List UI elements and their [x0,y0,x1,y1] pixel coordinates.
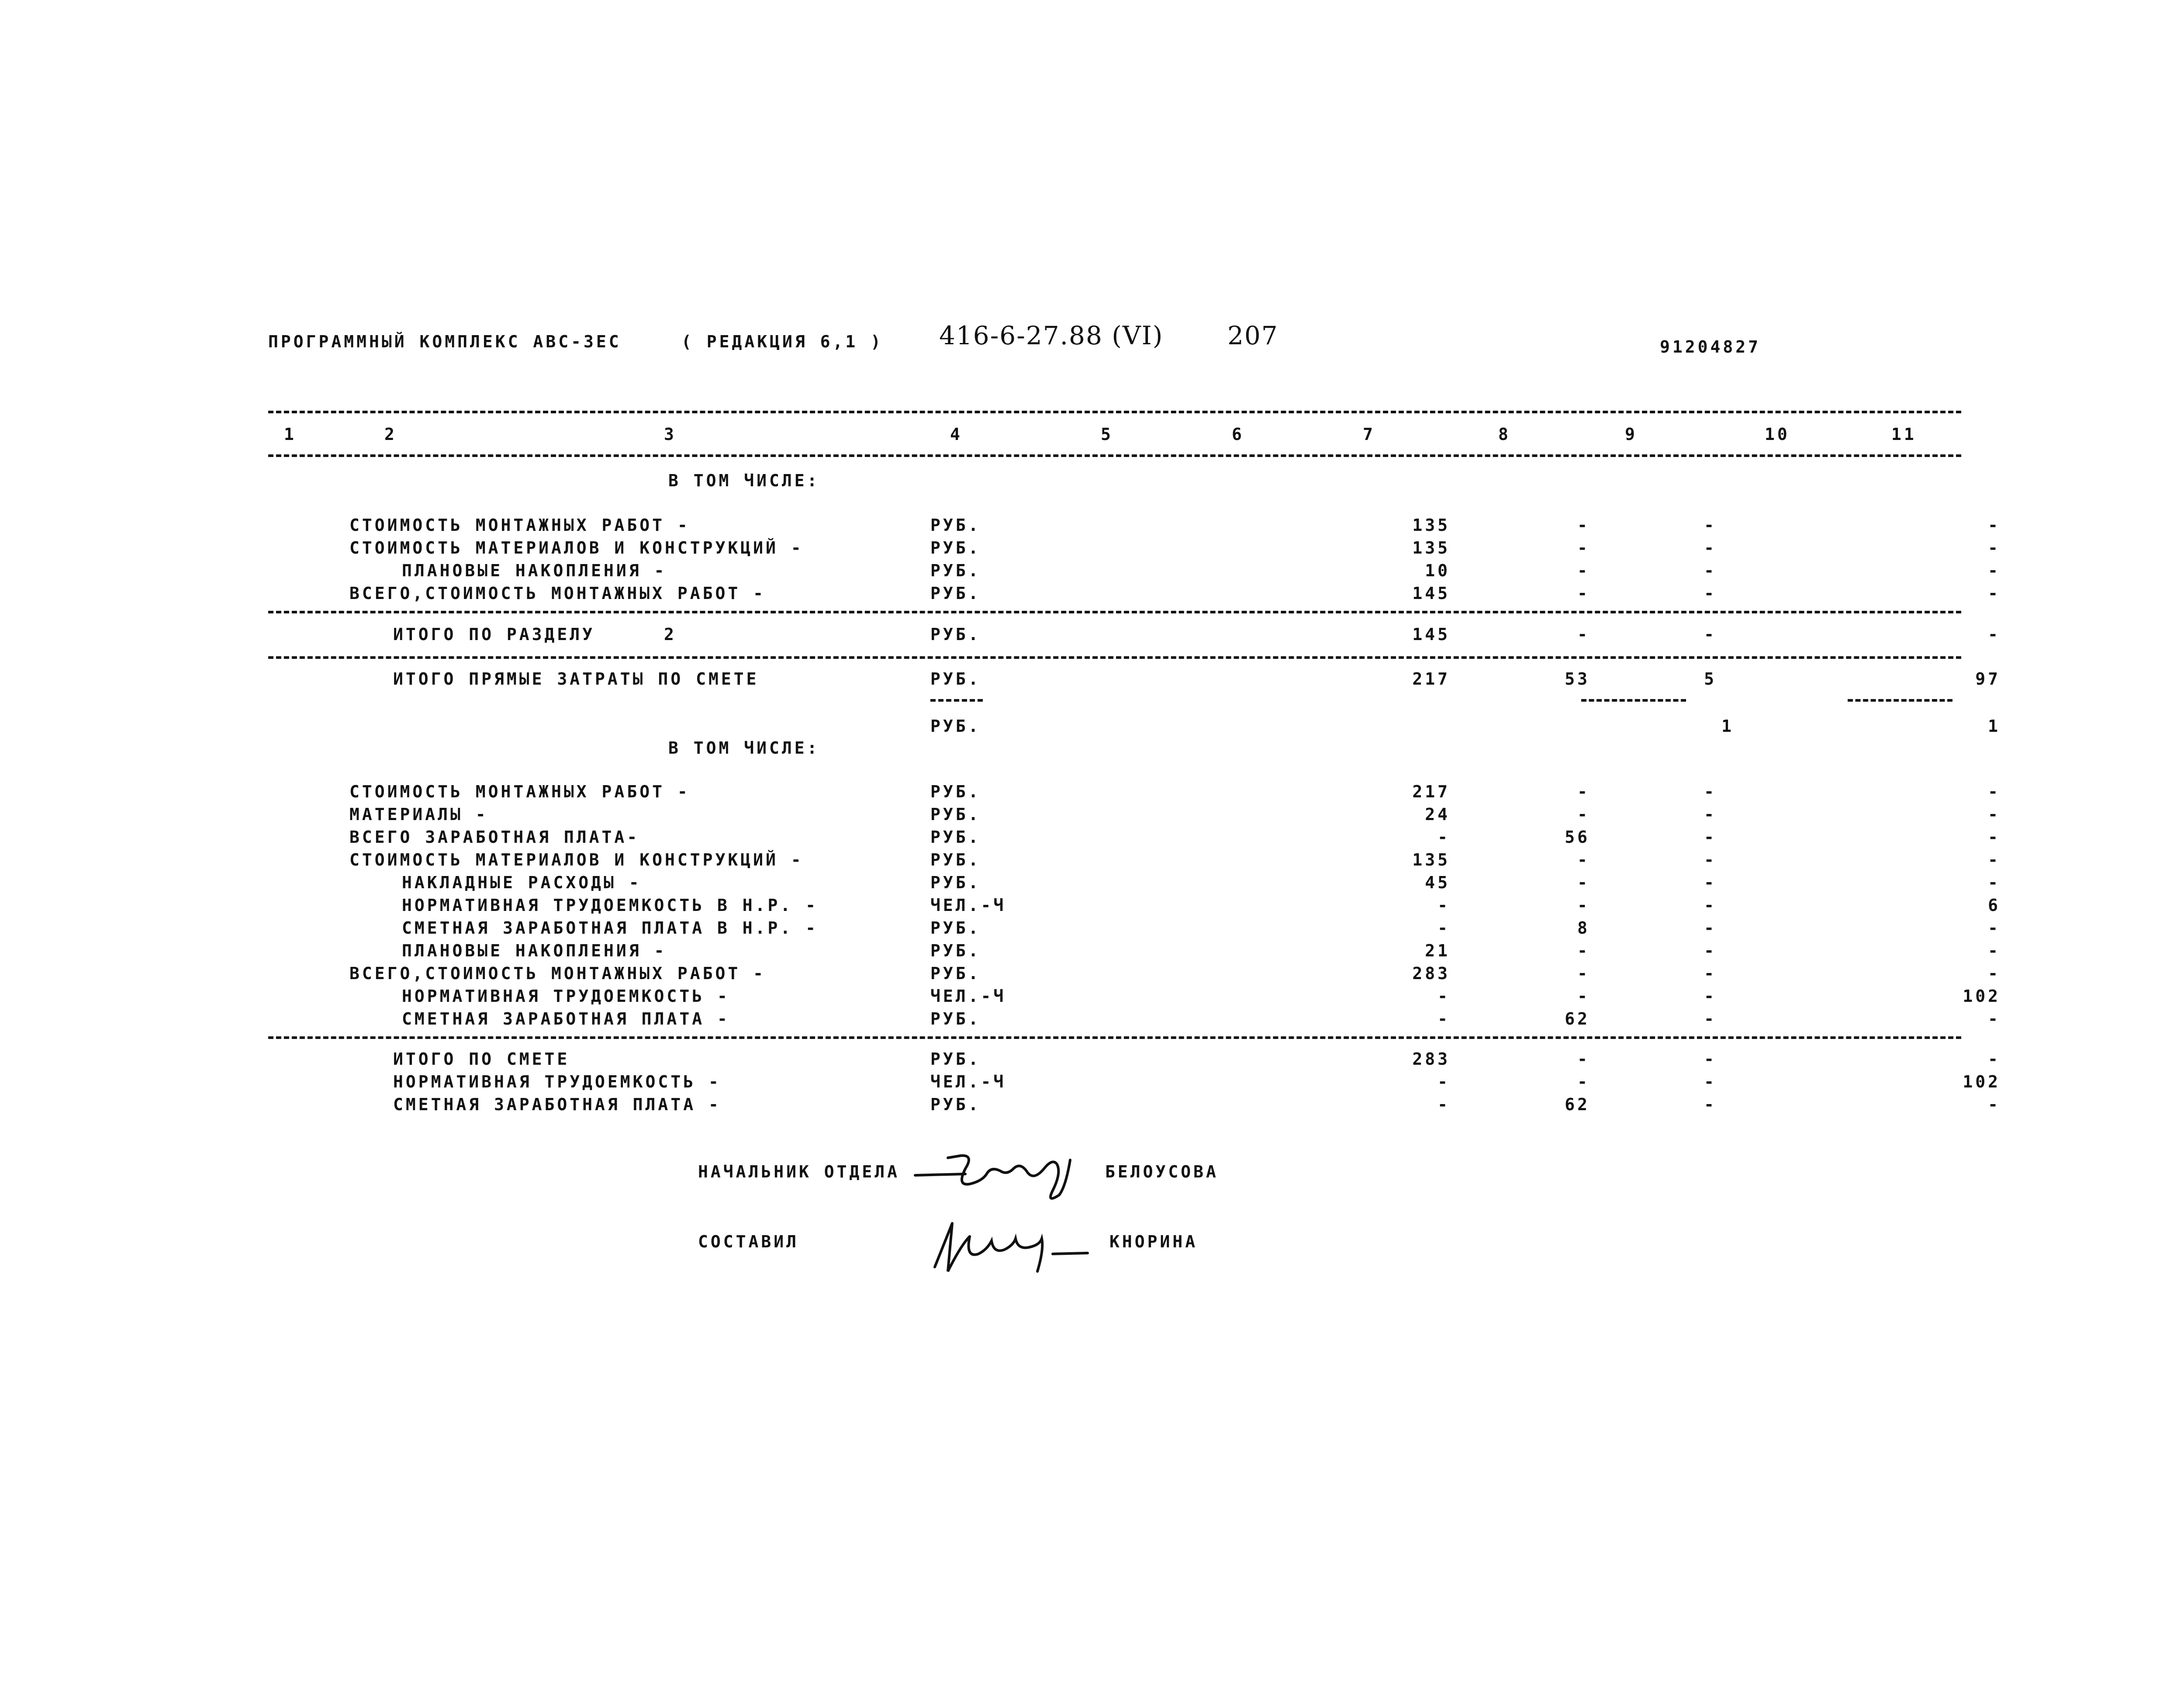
cell-col9: - [1704,516,1717,535]
row-unit: РУБ. [930,584,981,603]
cell-col11: - [1988,1009,2001,1028]
cell-col11: - [1988,873,2001,892]
row-label: СМЕТНАЯ ЗАРАБОТНАЯ ПЛАТА - [393,1095,721,1114]
row-label: МАТЕРИАЛЫ - [349,805,488,824]
cell-col11: 97 [1975,669,2001,689]
compiler-signature [922,1206,1105,1280]
row-label: ПЛАНОВЫЕ НАКОПЛЕНИЯ - [402,941,667,960]
cell-col7: 135 [1412,516,1450,535]
row-label: ПЛАНОВЫЕ НАКОПЛЕНИЯ - [402,561,667,580]
cell-col9: - [1704,964,1717,983]
row-unit: РУБ. [930,941,981,960]
page-number: 207 [1227,321,1279,350]
row-unit: РУБ. [930,1009,981,1028]
row-label: НОРМАТИВНАЯ ТРУДОЕМКОСТЬ - [402,987,730,1006]
document-number: 91204827 [1660,337,1761,357]
cell-col8: 53 [1565,669,1590,689]
cell-col7: 283 [1412,1049,1450,1069]
cell-col9: - [1704,782,1717,801]
column-number: 10 [1765,425,1790,444]
row-label: СТОИМОСТЬ МОНТАЖНЫХ РАБОТ - [349,516,690,535]
head-signature [913,1143,1096,1208]
cell-col7: 21 [1425,941,1450,960]
cell-col7: - [1438,896,1450,915]
row-label: СТОИМОСТЬ МОНТАЖНЫХ РАБОТ - [349,782,690,801]
cell-col11: 102 [1963,987,2001,1006]
cell-col7: 45 [1425,873,1450,892]
subtotal-underline [1848,699,1952,702]
cell-col8: - [1577,987,1590,1006]
cell-col9: - [1704,850,1717,869]
row-label: НОРМАТИВНАЯ ТРУДОЕМКОСТЬ В Н.Р. - [402,896,818,915]
cell-col11: - [1988,827,2001,847]
cell-col11: - [1988,850,2001,869]
row-unit: РУБ. [930,873,981,892]
cell-col11: 6 [1988,896,2001,915]
cell-col9: 5 [1704,669,1717,689]
cell-col11: - [1988,625,2001,644]
section-rule [268,611,1961,613]
row-unit: РУБ. [930,850,981,869]
column-number: 3 [664,425,677,444]
cell-col8: - [1577,941,1590,960]
row-label: ИТОГО ПО СМЕТЕ [393,1049,570,1069]
cell-col8: - [1577,625,1590,644]
cell-col7: 135 [1412,538,1450,557]
cell-col9: - [1704,896,1717,915]
cell-col8: - [1577,561,1590,580]
cell-col7: - [1438,987,1450,1006]
cell-col9: - [1704,625,1717,644]
row-label: НОРМАТИВНАЯ ТРУДОЕМКОСТЬ - [393,1072,721,1091]
cell-col8: - [1577,584,1590,603]
head-of-department-name: БЕЛОУСОВА [1105,1162,1219,1181]
cell-col9: - [1704,827,1717,847]
cell-col7: 283 [1412,964,1450,983]
cell-col8: - [1577,538,1590,557]
section-rule [268,1036,1961,1039]
cell-col11: - [1988,941,2001,960]
cell-col7: 217 [1412,669,1450,689]
cell-col9: - [1704,1049,1717,1069]
row-unit: РУБ. [930,1049,981,1069]
row-unit: РУБ. [930,964,981,983]
cell-col8: - [1577,896,1590,915]
cell-col11: - [1988,782,2001,801]
row-unit: ЧЕЛ.-Ч [930,896,1006,915]
row-unit: РУБ. [930,827,981,847]
program-title: ПРОГРАММНЫЙ КОМПЛЕКС АВС-3ЕС [268,332,622,351]
row-unit: РУБ. [930,782,981,801]
cell-col7: 145 [1412,584,1450,603]
row-label: ВСЕГО ЗАРАБОТНАЯ ПЛАТА- [349,827,640,847]
document-code: 416-6-27.88 (VI) [939,321,1164,350]
section-label: В ТОМ ЧИСЛЕ: [668,471,820,490]
cell-col8: 8 [1577,918,1590,938]
cell-col11: - [1988,918,2001,938]
row-unit: РУБ. [930,1095,981,1114]
row-label: СТОИМОСТЬ МАТЕРИАЛОВ И КОНСТРУКЦИЙ - [349,850,804,869]
row-label: ИТОГО ПО РАЗДЕЛУ [393,625,595,644]
section-rule [268,656,1961,659]
row-unit: ЧЕЛ.-Ч [930,987,1006,1006]
subtotal-underline [930,699,983,702]
column-header-rule [268,454,1961,457]
cell-col7: - [1438,1095,1450,1114]
cell-col8: - [1577,516,1590,535]
row-label: ИТОГО ПРЯМЫЕ ЗАТРАТЫ ПО СМЕТЕ [393,669,759,689]
edition-label: ( РЕДАКЦИЯ 6,1 ) [681,332,884,351]
compiler-name: КНОРИНА [1109,1232,1198,1251]
row-unit: РУБ. [930,625,981,644]
cell-col9: - [1704,805,1717,824]
cell-col7: - [1438,1072,1450,1091]
cell-col9: 1 [1721,717,1734,736]
cell-col9: - [1704,1072,1717,1091]
cell-col11: - [1988,584,2001,603]
cell-col9: - [1704,1009,1717,1028]
column-number: 7 [1363,425,1375,444]
cell-col8: - [1577,805,1590,824]
row-label: СМЕТНАЯ ЗАРАБОТНАЯ ПЛАТА В Н.Р. - [402,918,818,938]
section-label: В ТОМ ЧИСЛЕ: [668,738,820,758]
column-number: 4 [950,425,963,444]
column-number: 5 [1101,425,1113,444]
column-number: 8 [1498,425,1511,444]
cell-col7: 217 [1412,782,1450,801]
row-unit: РУБ. [930,918,981,938]
column-number: 1 [284,425,297,444]
cell-col9: - [1704,561,1717,580]
cell-col8: - [1577,1049,1590,1069]
cell-col11: - [1988,1049,2001,1069]
column-number: 11 [1891,425,1917,444]
cell-col11: - [1988,561,2001,580]
cell-col7: 145 [1412,625,1450,644]
row-label: ВСЕГО,СТОИМОСТЬ МОНТАЖНЫХ РАБОТ - [349,584,766,603]
cell-col7: - [1438,1009,1450,1028]
subtotal-underline [1581,699,1686,702]
column-number: 2 [384,425,397,444]
cell-col7: - [1438,827,1450,847]
cell-col9: - [1704,941,1717,960]
section-number: 2 [664,625,677,644]
cell-col9: - [1704,584,1717,603]
column-number: 6 [1232,425,1244,444]
column-number: 9 [1625,425,1638,444]
row-label: СМЕТНАЯ ЗАРАБОТНАЯ ПЛАТА - [402,1009,730,1028]
cell-col11: - [1988,1095,2001,1114]
head-of-department-title: НАЧАЛЬНИК ОТДЕЛА [698,1162,900,1181]
cell-col9: - [1704,987,1717,1006]
cell-col11: 1 [1988,717,2001,736]
cell-col9: - [1704,1095,1717,1114]
cell-col7: 135 [1412,850,1450,869]
cell-col7: 24 [1425,805,1450,824]
row-label: НАКЛАДНЫЕ РАСХОДЫ - [402,873,642,892]
row-unit: РУБ. [930,538,981,557]
cell-col8: - [1577,964,1590,983]
cell-col8: 62 [1565,1009,1590,1028]
row-unit: ЧЕЛ.-Ч [930,1072,1006,1091]
cell-col7: - [1438,918,1450,938]
row-unit: РУБ. [930,717,981,736]
cell-col11: 102 [1963,1072,2001,1091]
table-top-rule [268,411,1961,413]
cell-col9: - [1704,538,1717,557]
cell-col9: - [1704,918,1717,938]
cell-col11: - [1988,516,2001,535]
row-unit: РУБ. [930,669,981,689]
cell-col8: - [1577,782,1590,801]
cell-col9: - [1704,873,1717,892]
compiler-title: СОСТАВИЛ [698,1232,799,1251]
cell-col8: - [1577,873,1590,892]
cell-col11: - [1988,805,2001,824]
cell-col8: - [1577,850,1590,869]
row-unit: РУБ. [930,516,981,535]
cell-col7: 10 [1425,561,1450,580]
row-label: СТОИМОСТЬ МАТЕРИАЛОВ И КОНСТРУКЦИЙ - [349,538,804,557]
row-label: ВСЕГО,СТОИМОСТЬ МОНТАЖНЫХ РАБОТ - [349,964,766,983]
row-unit: РУБ. [930,805,981,824]
row-unit: РУБ. [930,561,981,580]
cell-col11: - [1988,964,2001,983]
cell-col8: 62 [1565,1095,1590,1114]
cell-col8: 56 [1565,827,1590,847]
cell-col11: - [1988,538,2001,557]
cell-col8: - [1577,1072,1590,1091]
